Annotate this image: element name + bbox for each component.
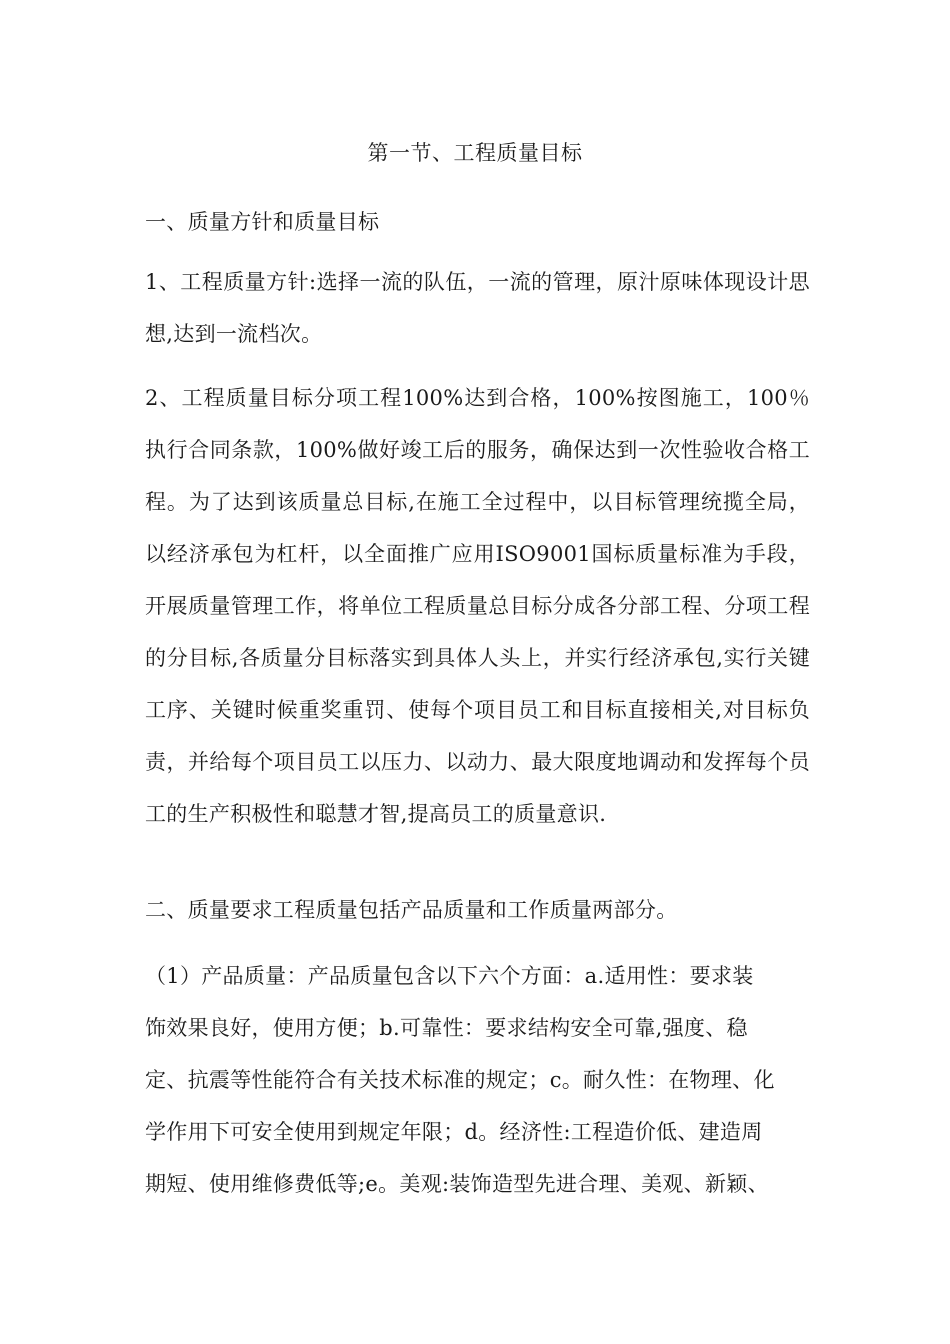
product-quality-line: 期短、使用维修费低等;e。美观:装饰造型先进合理、美观、新颖、 [145,1172,769,1196]
product-quality-line: （1）产品质量：产品质量包含以下六个方面：a.适用性：要求装 [145,964,754,988]
product-quality-line: 饰效果良好，使用方便；b.可靠性：要求结构安全可靠,强度、稳 [145,1016,748,1040]
product-quality-line: 定、抗震等性能符合有关技术标准的规定；c。耐久性：在物理、化 [145,1068,775,1092]
heading-quality-policy: 一、质量方针和质量目标 [145,210,380,234]
paragraph-quality-target: 2、工程质量目标分项工程100%达到合格，100%按图施工，100％执行合同条款，100%做好竣工后的服务，确保达到一次性验收合格工程。为了达到该质量总目标,在施工全过程中，以目标管理统揽全局，以经济承包为杠杆，以全面推广应用ISO9001国标质量标准为手段，开展质量管理工作，将单位工程质量总目标分成各分部工程、分项工程的分目标,各质量分目标落实到具体人头上，并实行经济承包,实行关键工序、关键时候重奖重罚、使每个项目员工和目标直接相关,对目标负责，并给每个项目员工以压力、以动力、最大限度地调动和发挥每个员工的生产积极性和聪慧才智,提高员工的质量意识. [145,386,810,826]
product-quality-line: 学作用下可安全使用到规定年限；d。经济性:工程造价低、建造周 [145,1120,763,1144]
paragraph-product-quality [145,950,810,1210]
heading-quality-requirements: 二、质量要求工程质量包括产品质量和工作质量两部分。 [145,898,678,922]
paragraph-quality-policy: 1、工程质量方针:选择一流的队伍，一流的管理，原汁原味体现设计思想,达到一流档次。 [145,270,810,346]
section-title: 第一节、工程质量目标 [367,141,583,165]
